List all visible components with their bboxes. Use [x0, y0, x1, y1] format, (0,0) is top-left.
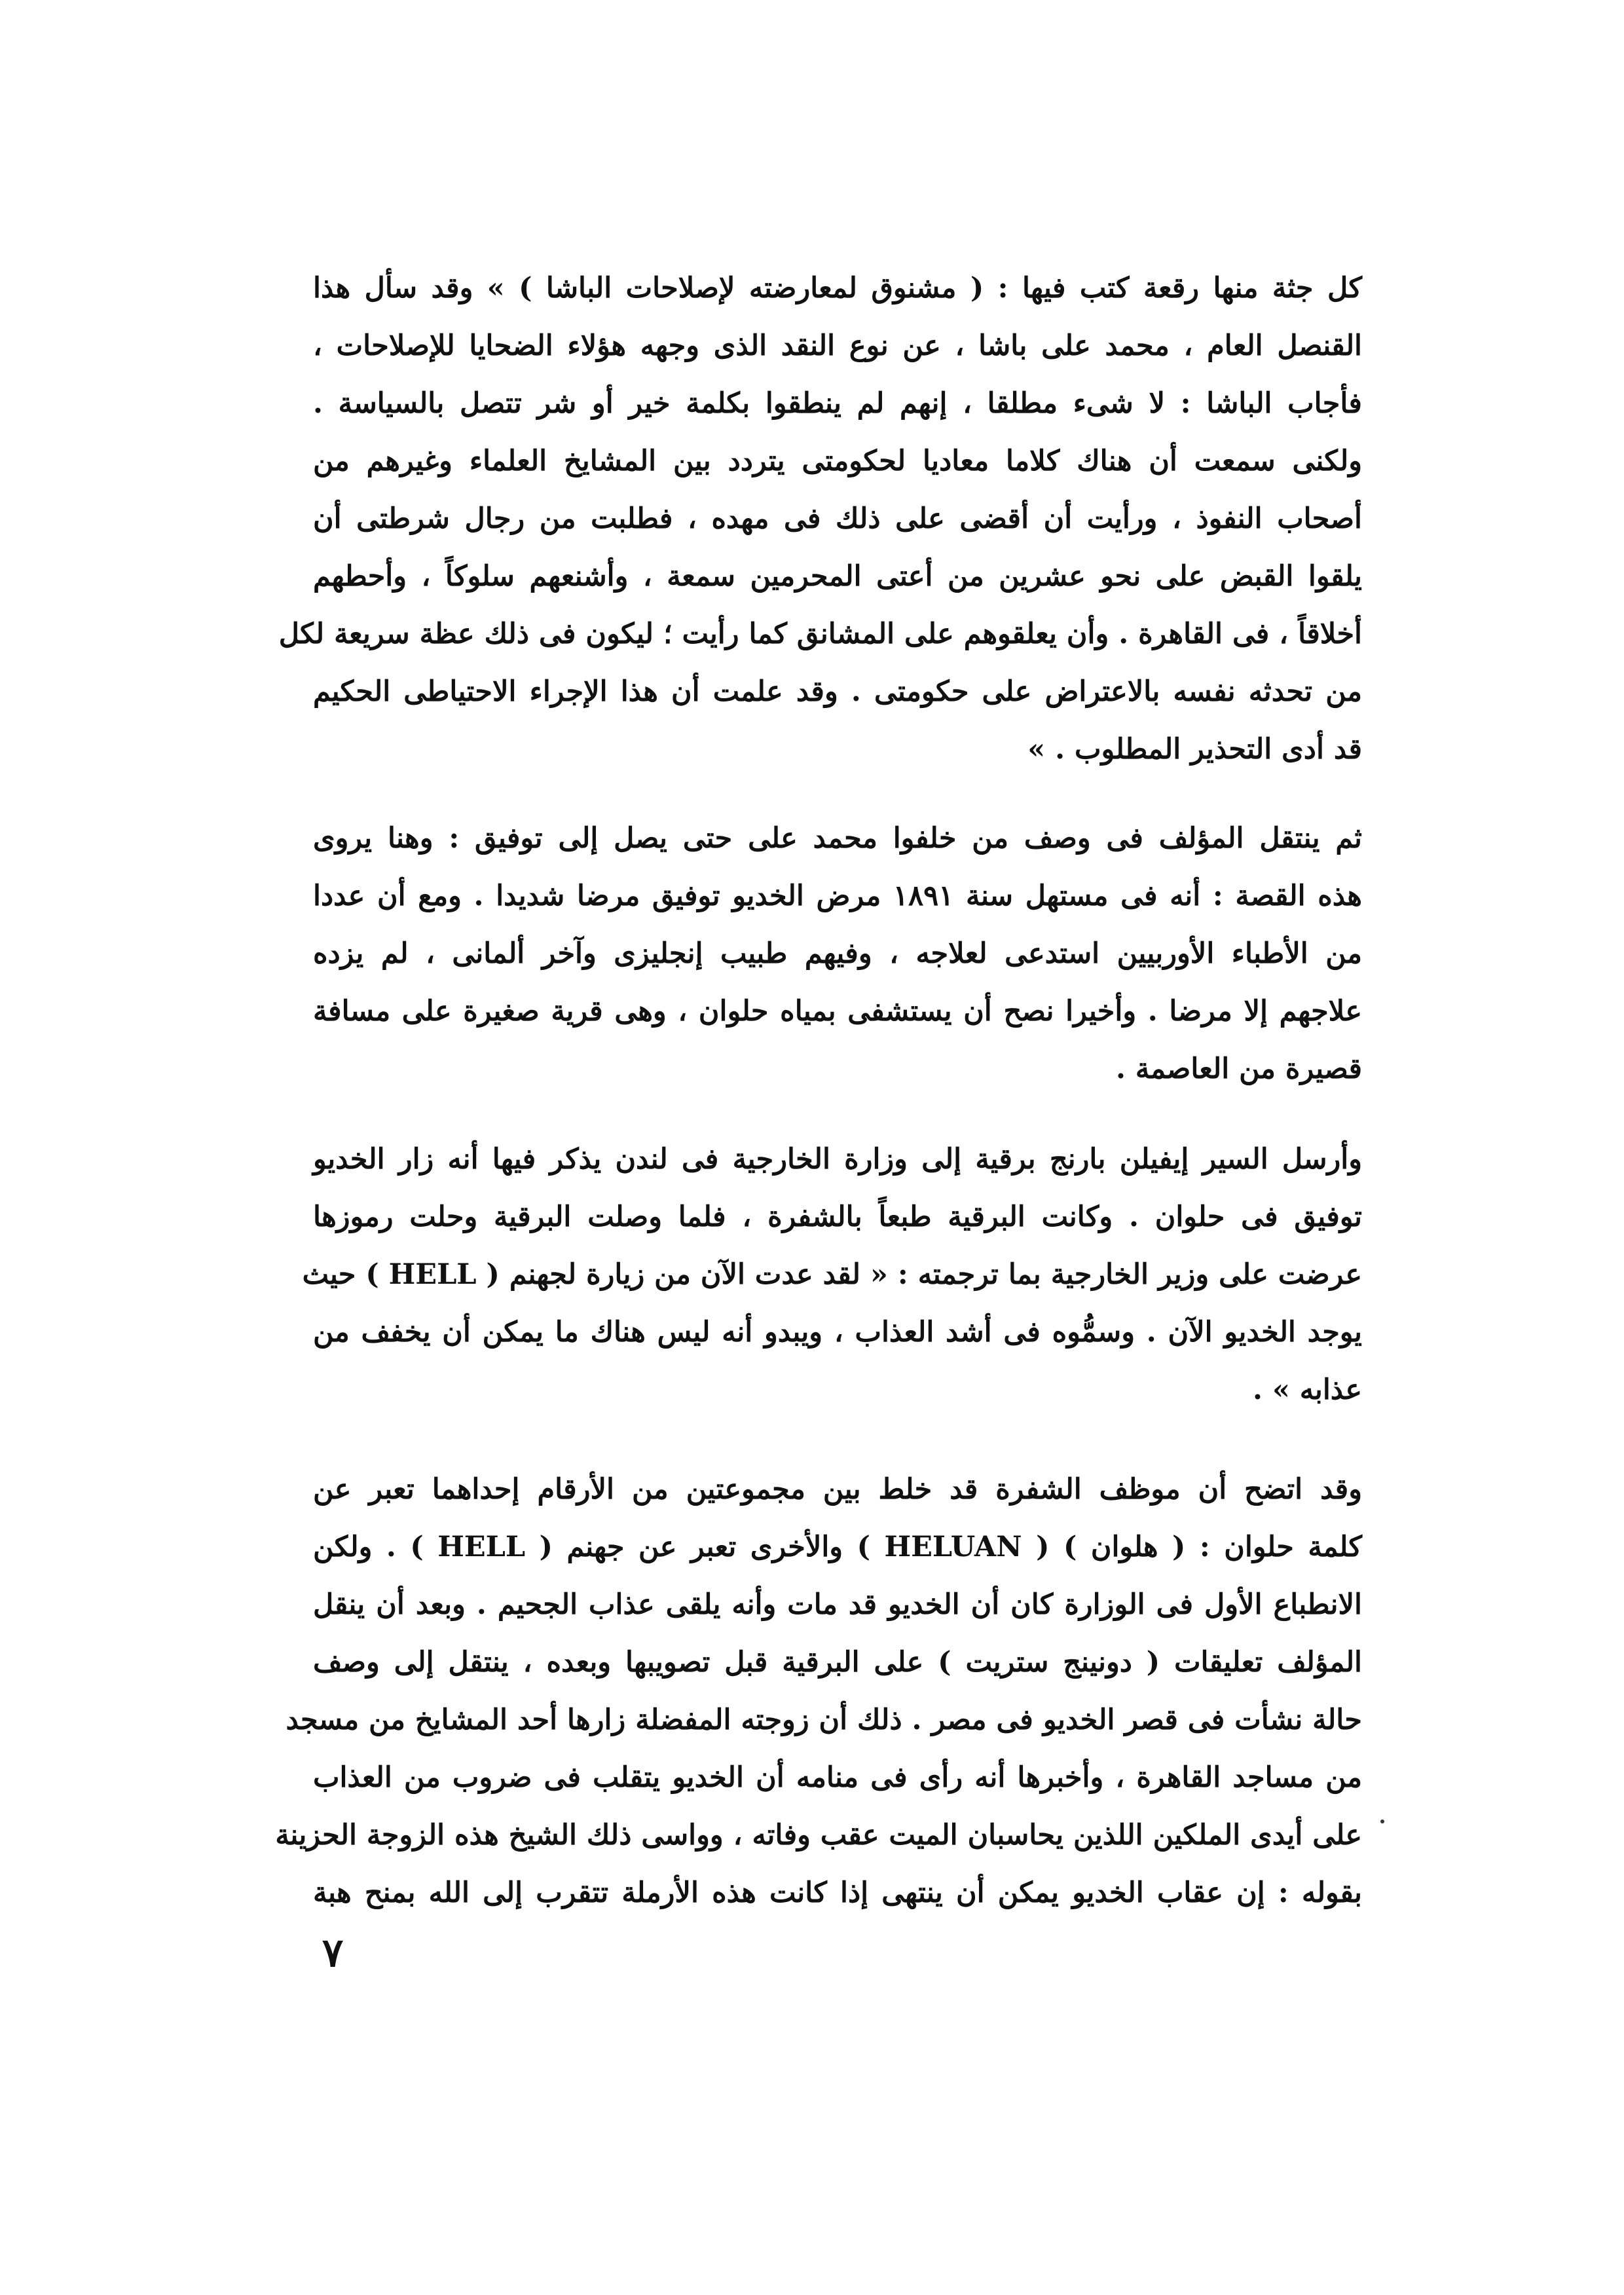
text-line: المؤلف تعليقات ( دونينج ستريت ) على البرقية قبل تصويبها وبعده ، ينتقل إلى وصف: [313, 1646, 1362, 1679]
text-line: توفيق فى حلوان . وكانت البرقية طبعاً بالشفرة ، فلما وصلت البرقية وحلت رموزها: [313, 1201, 1362, 1233]
paragraph-2: [313, 810, 1362, 1098]
text-line: بقوله : إن عقاب الخديو يمكن أن ينتهى إذا كانت هذه الأرملة تتقرب إلى الله بمنح هبة: [313, 1876, 1362, 1909]
text-line: وأرسل السير إيفيلن بارنج برقية إلى وزارة الخارجية فى لندن يذكر فيها أنه زار الخديو: [313, 1143, 1362, 1176]
text-line: فأجاب الباشا : لا شىء مطلقا ، إنهم لم ينطقوا بكلمة خير أو شر تتصل بالسياسة .: [313, 387, 1362, 420]
text-line: قد أدى التحذير المطلوب . »: [1027, 733, 1362, 766]
text-line: يوجد الخديو الآن . وسمُّوه فى أشد العذاب ، ويبدو أنه ليس هناك ما يمكن أن يخفف من: [313, 1316, 1362, 1349]
text-line: أخلاقاً ، فى القاهرة . وأن يعلقوهم على المشانق كما رأيت ؛ ليكون فى ذلك عظة سريعة لكل: [278, 618, 1362, 650]
text-line: كل جثة منها رقعة كتب فيها : ( مشنوق لمعارضته لإصلاحات الباشا ) » وقد سأل هذا: [313, 272, 1362, 305]
text-line: من مساجد القاهرة ، وأخبرها أنه رأى فى منامه أن الخديو يتقلب فى ضروب من العذاب: [313, 1761, 1363, 1794]
text-line: علاجهم إلا مرضا . وأخيرا نصح أن يستشفى بمياه حلوان ، وهى قرية صغيرة على مسافة: [313, 995, 1362, 1028]
text-line: ولكنى سمعت أن هناك كلاما معاديا لحكومتى يتردد بين المشايخ العلماء وغيرهم من: [313, 445, 1362, 477]
text-line: ثم ينتقل المؤلف فى وصف من خلفوا محمد على حتى يصل إلى توفيق : وهنا يروى: [313, 822, 1362, 855]
page-number: ٧: [322, 1930, 344, 1976]
text-line: الانطباع الأول فى الوزارة كان أن الخديو قد مات وأنه يلقى عذاب الجحيم . وبعد أن ينقل: [313, 1588, 1362, 1621]
text-line: حالة نشأت فى قصر الخديو فى مصر . ذلك أن زوجته المفضلة زارها أحد المشايخ من مسجد: [286, 1704, 1362, 1736]
scan-speck: [1380, 1819, 1384, 1823]
text-line: من الأطباء الأوربيين استدعى لعلاجه ، وفيهم طبيب إنجليزى وآخر ألمانى ، لم يزده: [313, 937, 1362, 970]
paragraph-4: [275, 1461, 1363, 1922]
text-line: كلمة حلوان : ( هلوان ) ( HELUAN ) والأخرى تعبر عن جهنم ( HELL ) . ولكن: [313, 1531, 1363, 1563]
text-line: من تحدثه نفسه بالاعتراض على حكومتى . وقد علمت أن هذا الإجراء الاحتياطى الحكيم: [313, 675, 1362, 708]
text-line: هذه القصة : أنه فى مستهل سنة ١٨٩١ مرض الخديو توفيق مرضا شديدا . ومع أن عددا: [313, 880, 1362, 912]
text-line: عذابه » .: [1253, 1373, 1362, 1406]
text-line: أصحاب النفوذ ، ورأيت أن أقضى على ذلك فى مهده ، فطلبت من رجال شرطتى أن: [313, 502, 1362, 535]
paragraph-3: [302, 1130, 1362, 1419]
text-line: يلقوا القبض على نحو عشرين من أعتى المحرمين سمعة ، وأشنعهم سلوكاً ، وأحطهم: [313, 560, 1362, 593]
text-line: قصيرة من العاصمة .: [1115, 1053, 1362, 1085]
text-line: وقد اتضح أن موظف الشفرة قد خلط بين مجموعتين من الأرقام إحداهما تعبر عن: [313, 1473, 1362, 1506]
text-line: عرضت على وزير الخارجية بما ترجمته : « لقد عدت الآن من زيارة لجهنم ( HELL ) حيث: [302, 1258, 1362, 1291]
text-line: القنصل العام ، محمد على باشا ، عن نوع النقد الذى وجهه هؤلاء الضحايا للإصلاحات ،: [313, 329, 1362, 362]
text-line: على أيدى الملكين اللذين يحاسبان الميت عقب وفاته ، وواسى ذلك الشيخ هذه الزوجة الحزينة: [275, 1819, 1362, 1852]
paragraph-1: [278, 259, 1362, 778]
